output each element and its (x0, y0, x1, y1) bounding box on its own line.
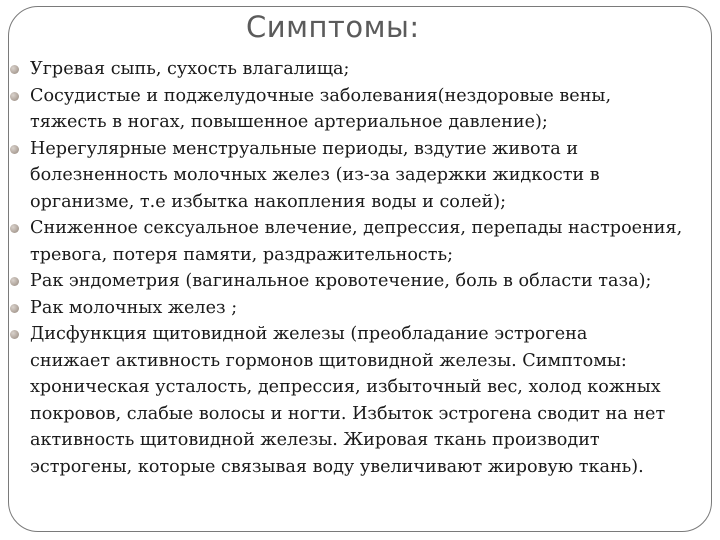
bullet-dot-icon (10, 304, 19, 313)
bullet-text-line: тревога, потеря памяти, раздражительность; (30, 244, 454, 265)
bullet-list (8, 56, 716, 480)
bullet-item (8, 321, 716, 480)
bullet-text-line: покровов, слабые волосы и ногти. Избыток эстрогена сводит на нет (30, 403, 666, 424)
bullet-item (8, 215, 716, 268)
slide-title: Симптомы: (246, 10, 420, 44)
bullet-text-line: снижает активность гормонов щитовидной железы. Симптомы: (30, 350, 627, 371)
bullet-item (8, 268, 716, 295)
bullet-text-line: Сниженное сексуальное влечение, депрессия, перепады настроения, (30, 218, 683, 238)
bullet-dot-icon (10, 92, 19, 101)
bullet-text-line: Угревая сыпь, сухость влагалища; (30, 59, 350, 79)
bullet-text-line: эстрогены, которые связывая воду увеличивают жировую ткань). (30, 456, 644, 477)
bullet-dot-icon (10, 224, 19, 233)
bullet-text-line: Рак эндометрия (вагинальное кровотечение, боль в области таза); (30, 271, 652, 291)
bullet-item (8, 56, 716, 83)
bullet-dot-icon (10, 330, 19, 339)
bullet-text-line: Рак молочных желез ; (30, 297, 238, 318)
bullet-item (8, 136, 716, 216)
bullet-dot-icon (10, 65, 19, 74)
bullet-text-line: организме, т.е избытка накопления воды и солей); (30, 191, 507, 212)
bullet-text-line: тяжесть в ногах, повышенное артериальное давление); (30, 112, 548, 132)
bullet-text-line: Дисфункция щитовидной железы (преобладание эстрогена (30, 324, 588, 344)
bullet-text-line: активность щитовидной железы. Жировая ткань производит (30, 430, 600, 450)
bullet-dot-icon (10, 145, 19, 154)
bullet-text-line: болезненность молочных желез (из-за задержки жидкости в (30, 165, 600, 185)
bullet-text-line: хроническая усталость, депрессия, избыточный вес, холод кожных (30, 377, 661, 397)
bullet-item (8, 295, 716, 322)
bullet-text-line: Сосудистые и поджелудочные заболевания(нездоровые вены, (30, 85, 612, 106)
bullet-text-line: Нерегулярные менструальные периоды, вздутие живота и (30, 138, 579, 159)
bullet-item (8, 83, 716, 136)
bullet-dot-icon (10, 277, 19, 286)
